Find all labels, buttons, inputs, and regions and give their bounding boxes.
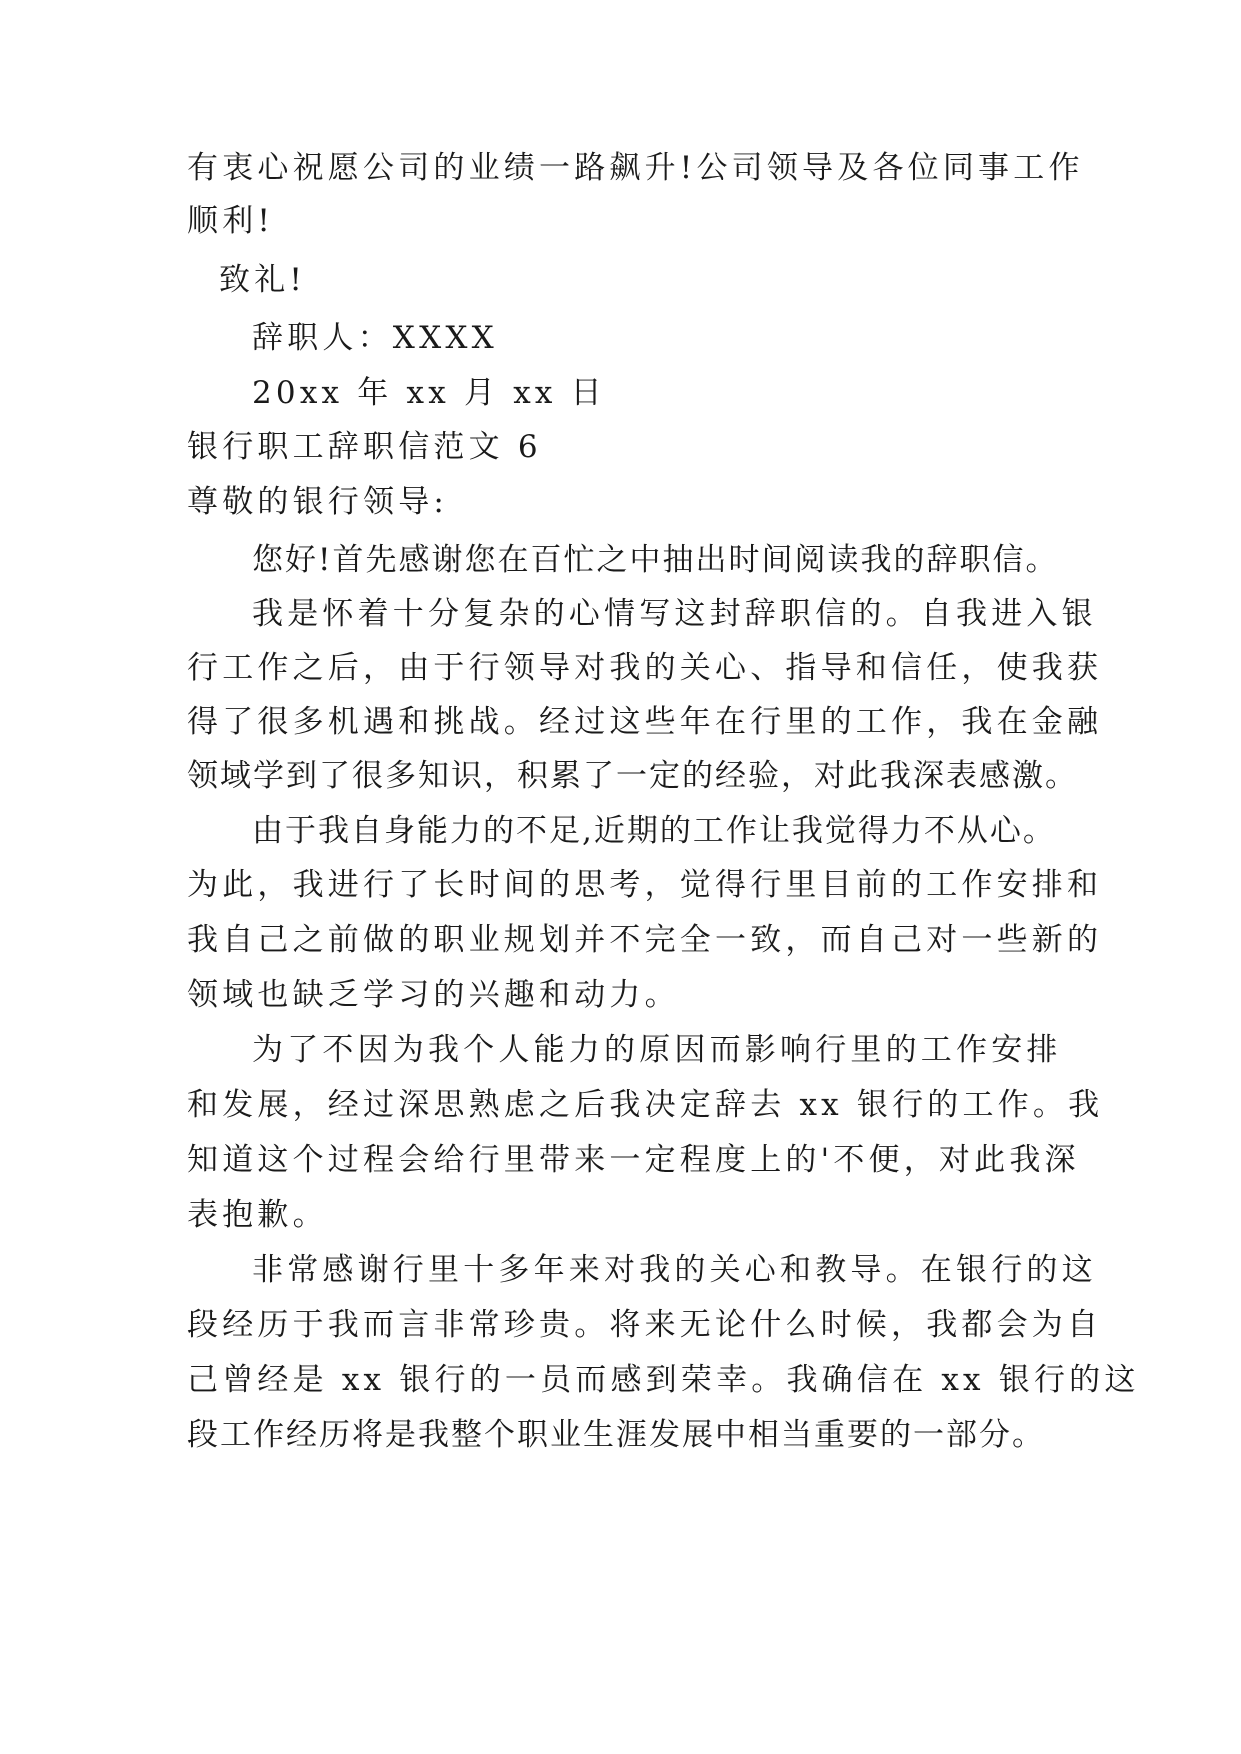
text-line: 为了不因为我个人能力的原因而影响行里的工作安排: [252, 1032, 1062, 1068]
section-heading: 银行职工辞职信范文 6: [187, 429, 542, 465]
text-line: 己曾经是 xx 银行的一员而感到荣幸。我确信在 xx 银行的这: [187, 1362, 1140, 1398]
text-line: 我是怀着十分复杂的心情写这封辞职信的。自我进入银: [252, 596, 1097, 632]
text-line: 非常感谢行里十多年来对我的关心和教导。在银行的这: [252, 1252, 1097, 1288]
date-line: 20xx 年 xx 月 xx 日: [252, 375, 606, 411]
text-line: 行工作之后，由于行领导对我的关心、指导和信任，使我获: [187, 650, 1103, 686]
text-line: 段工作经历将是我整个职业生涯发展中相当重要的一部分。: [187, 1417, 1045, 1453]
text-line: 领域也缺乏学习的兴趣和动力。: [187, 977, 680, 1013]
text-line: 我自己之前做的职业规划并不完全一致，而自己对一些新的: [187, 922, 1103, 958]
text-line: 得了很多机遇和挑战。经过这些年在行里的工作，我在金融: [187, 704, 1103, 740]
salutation: 尊敬的银行领导:: [187, 484, 449, 520]
text-line: 有衷心祝愿公司的业绩一路飙升!公司领导及各位同事工作: [187, 150, 1084, 186]
text-line: 由于我自身能力的不足,近期的工作让我觉得力不从心。: [252, 813, 1056, 849]
text-line: 段经历于我而言非常珍贵。将来无论什么时候，我都会为自: [187, 1307, 1103, 1343]
signature-line: 辞职人：XXXX: [252, 320, 498, 356]
text-line: 领域学到了很多知识，积累了一定的经验，对此我深表感激。: [187, 758, 1078, 794]
text-line: 为此，我进行了长时间的思考，觉得行里目前的工作安排和: [187, 867, 1103, 903]
closing-salutation: 致礼!: [219, 262, 307, 298]
text-line: 您好!首先感谢您在百忙之中抽出时间阅读我的辞职信。: [252, 542, 1059, 578]
text-line: 和发展，经过深思熟虑之后我决定辞去 xx 银行的工作。我: [187, 1087, 1104, 1123]
text-line: 顺利!: [187, 203, 275, 239]
text-line: 表抱歉。: [187, 1197, 328, 1233]
text-line: 知道这个过程会给行里带来一定程度上的'不便，对此我深: [187, 1142, 1080, 1178]
